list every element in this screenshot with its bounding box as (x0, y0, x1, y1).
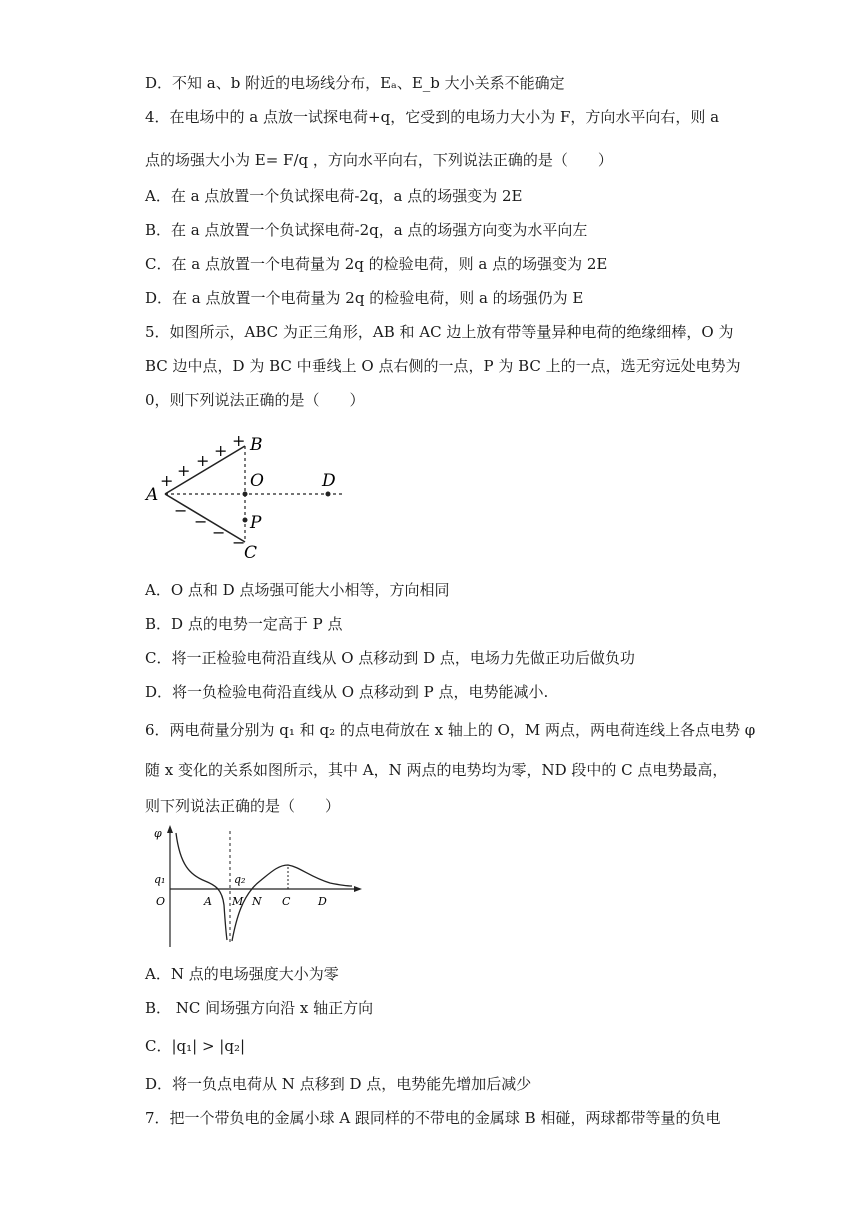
minus-sign: − (232, 533, 246, 552)
triangle-diagram (140, 430, 360, 565)
plus-sign: + (214, 441, 228, 460)
label-n: N (252, 895, 262, 908)
option-5a: A．O 点和 D 点场强可能大小相等，方向相同 (145, 581, 450, 599)
label-p: P (250, 513, 262, 533)
label-o: O (156, 895, 166, 908)
question-4-stem: 4．在电场中的 a 点放一试探电荷+q，它受到的电场力大小为 F，方向水平向右，则 a (145, 108, 720, 126)
option-6c: C．|q₁| > |q₂| (145, 1037, 246, 1055)
question-5-stem-cont: BC 边中点，D 为 BC 中垂线上 O 点右侧的一点，P 为 BC 上的一点，选无穷远处电势为 (145, 357, 741, 375)
label-phi: φ (154, 827, 162, 840)
option-5b: B．D 点的电势一定高于 P 点 (145, 615, 343, 633)
label-d: D (318, 895, 327, 908)
label-q2: q₂ (234, 873, 246, 886)
label-a: A (146, 485, 159, 505)
label-d: D (322, 471, 336, 491)
label-c: C (282, 895, 291, 908)
option-4c: C．在 a 点放置一个电荷量为 2q 的检验电荷，则 a 点的场强变为 2E (145, 255, 608, 273)
question-5-stem: 5．如图所示，ABC 为正三角形，AB 和 AC 边上放有带等量异种电荷的绝缘细棒，O 为 (145, 323, 734, 341)
question-4-stem-cont: 点的场强大小为 E= F/q ，方向水平向右，下列说法正确的是（ ） (145, 151, 613, 169)
label-m: M (232, 895, 244, 908)
minus-sign: − (212, 523, 226, 542)
label-o: O (250, 471, 264, 491)
label-q1: q₁ (154, 873, 166, 886)
option-6b: B． NC 间场强方向沿 x 轴正方向 (145, 999, 374, 1017)
plus-sign: + (160, 471, 174, 490)
plus-sign: + (232, 431, 246, 450)
question-6-stem-cont: 随 x 变化的关系如图所示，其中 A，N 两点的电势均为零，ND 段中的 C 点电势最高， (145, 761, 728, 779)
question-7-stem: 7．把一个带负电的金属小球 A 跟同样的不带电的金属球 B 相碰，两球都带等量的负电 (145, 1109, 721, 1127)
option-3d: D．不知 a、b 附近的电场线分布，Eₐ、E_b 大小关系不能确定 (145, 74, 565, 92)
question-6-stem-end: 则下列说法正确的是（ ） (145, 797, 341, 815)
option-4d: D．在 a 点放置一个电荷量为 2q 的检验电荷，则 a 的场强仍为 E (145, 289, 584, 307)
option-4a: A．在 a 点放置一个负试探电荷-2q，a 点的场强变为 2E (145, 187, 523, 205)
minus-sign: − (174, 501, 188, 520)
potential-graph (150, 825, 370, 953)
plus-sign: + (196, 451, 210, 470)
label-b: B (250, 435, 263, 455)
question-5-stem-end: 0，则下列说法正确的是（ ） (145, 391, 365, 409)
option-5c: C．将一正检验电荷沿直线从 O 点移动到 D 点，电场力先做正功后做负功 (145, 649, 635, 667)
option-6d: D．将一负点电荷从 N 点移到 D 点，电势能先增加后减少 (145, 1075, 532, 1093)
option-5d: D．将一负检验电荷沿直线从 O 点移动到 P 点，电势能减小. (145, 683, 549, 701)
label-a: A (204, 895, 212, 908)
plus-sign: + (177, 461, 191, 480)
minus-sign: − (194, 512, 208, 531)
label-c: C (244, 543, 258, 563)
option-6a: A．N 点的电场强度大小为零 (145, 965, 339, 983)
question-6-stem: 6．两电荷量分别为 q₁ 和 q₂ 的点电荷放在 x 轴上的 O，M 两点，两电荷连线上各点电势 φ (145, 721, 756, 739)
option-4b: B．在 a 点放置一个负试探电荷-2q，a 点的场强方向变为水平向左 (145, 221, 588, 239)
